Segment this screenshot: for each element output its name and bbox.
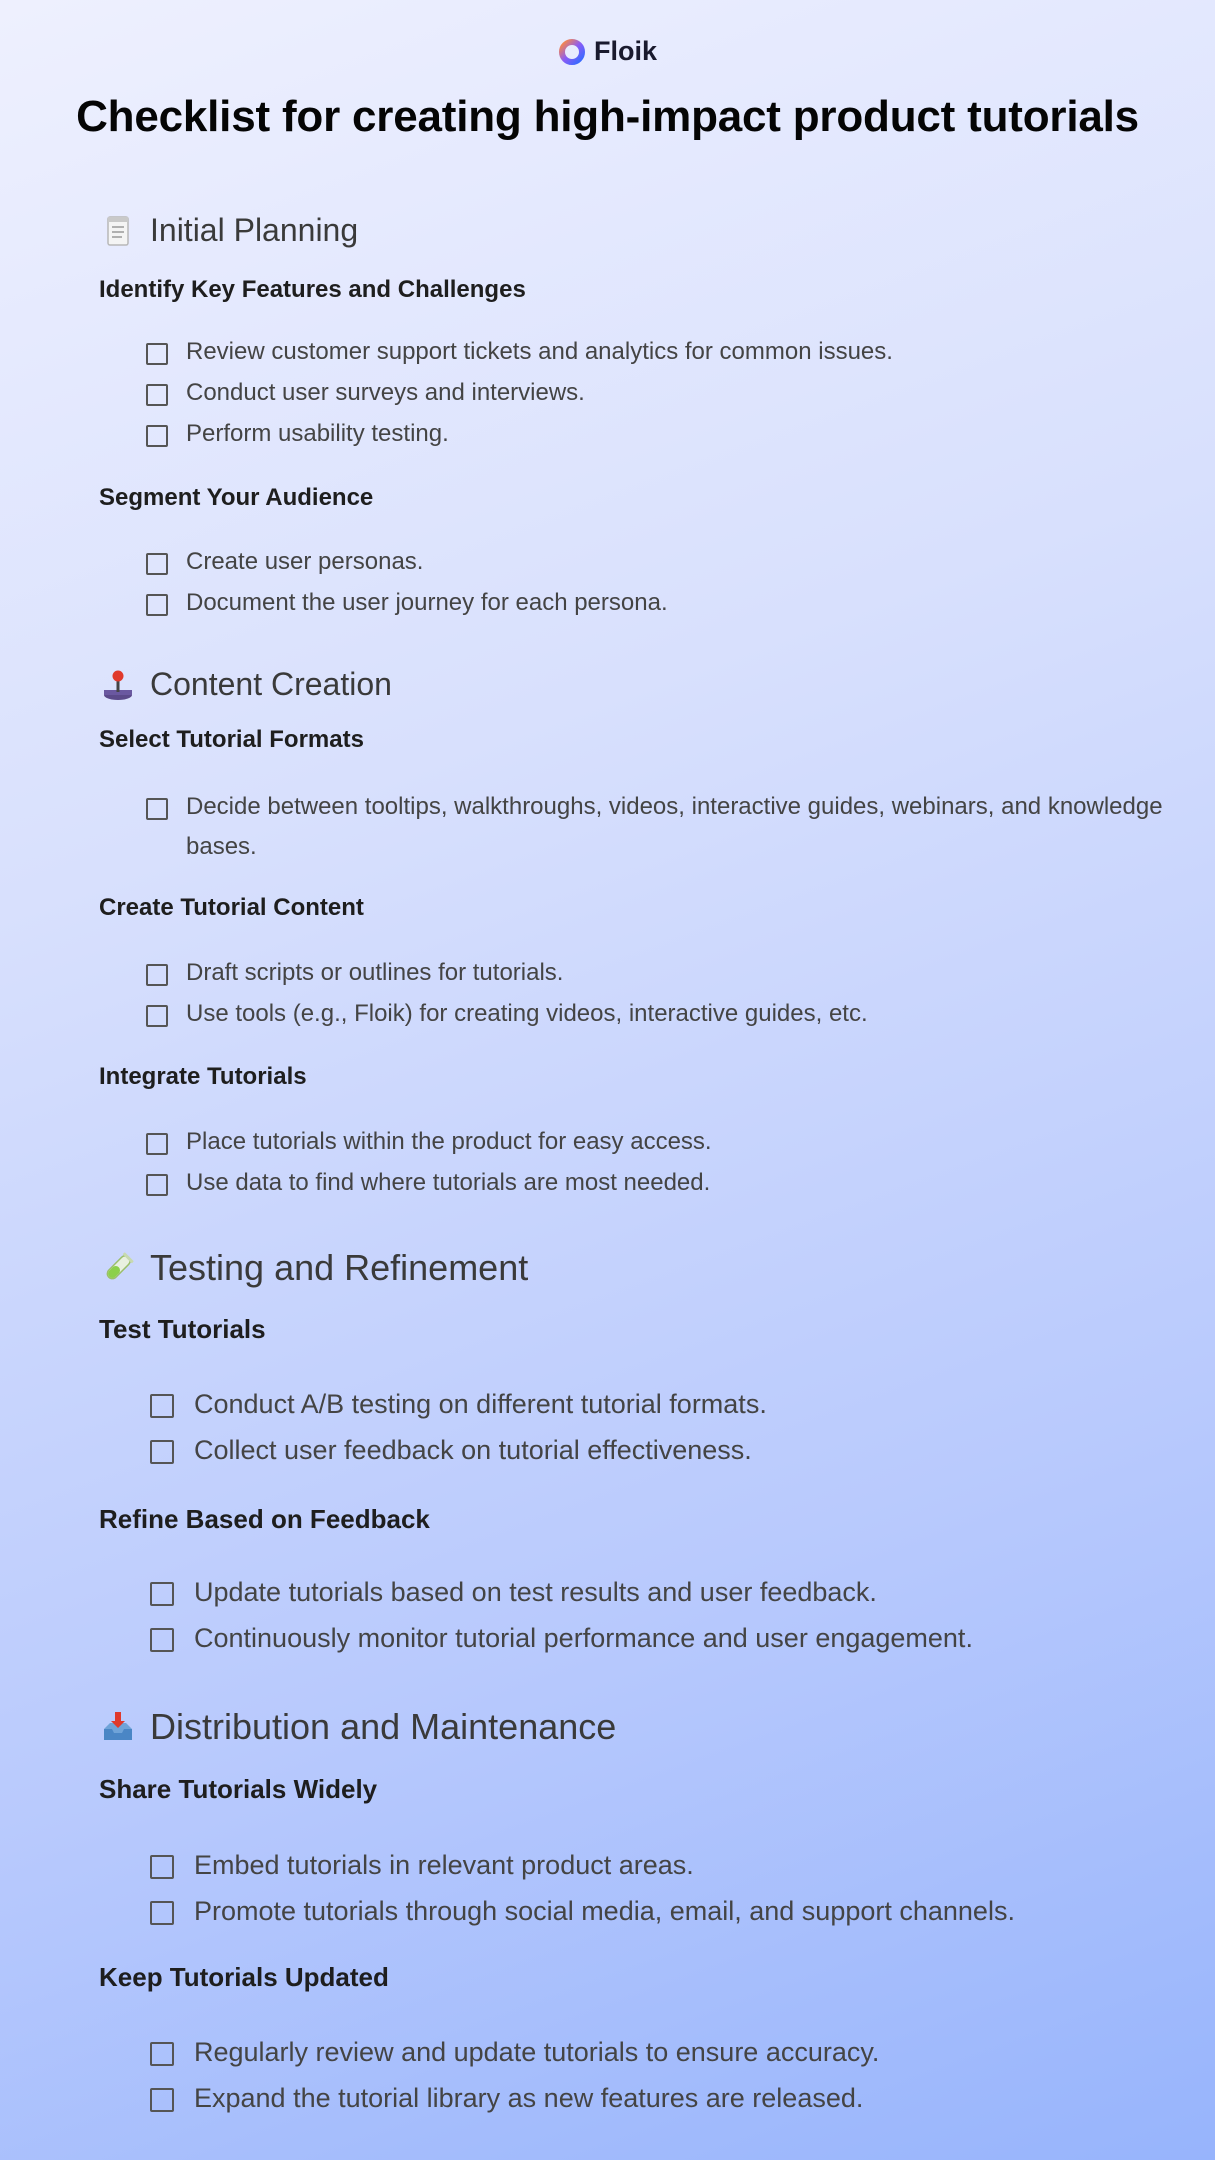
checkbox[interactable] — [146, 1005, 168, 1027]
checklist-item[interactable] — [150, 1577, 1184, 1614]
subsection-heading: Create Tutorial Content — [99, 894, 364, 921]
checklist-item-text: Continuously monitor tutorial performance and user engagement. — [194, 1623, 973, 1653]
subsection-heading: Integrate Tutorials — [99, 1063, 307, 1090]
checklist-item-text: Expand the tutorial library as new features are released. — [194, 2083, 864, 2113]
checklist-item-text: Update tutorials based on test results and user feedback. — [194, 1577, 877, 1607]
checkbox[interactable] — [146, 964, 168, 986]
checklist-item[interactable] — [146, 549, 1176, 582]
checklist-item[interactable] — [150, 2037, 1184, 2074]
checklist-item-text: Collect user feedback on tutorial effectiveness. — [194, 1435, 752, 1465]
checklist-item-text: Regularly review and update tutorials to ensure accuracy. — [194, 2037, 880, 2067]
inbox-tray-icon — [100, 1709, 136, 1745]
checklist-item[interactable] — [146, 794, 1176, 867]
test-tube-icon — [100, 1250, 136, 1286]
section-heading-initial-planning — [100, 212, 358, 249]
checklist-item[interactable] — [146, 1129, 1176, 1162]
checklist-item-text: Draft scripts or outlines for tutorials. — [186, 959, 564, 986]
checklist-item-text: Perform usability testing. — [186, 420, 449, 447]
checkbox[interactable] — [146, 798, 168, 820]
checkbox[interactable] — [150, 1440, 174, 1464]
checklist-item[interactable] — [146, 590, 1176, 623]
brand-name: Floik — [593, 36, 657, 66]
section-title: Content Creation — [150, 666, 392, 702]
checkbox[interactable] — [150, 1394, 174, 1418]
brand — [0, 36, 1215, 67]
notepad-icon — [100, 213, 136, 249]
subsection-heading: Segment Your Audience — [99, 484, 374, 511]
checklist-item[interactable] — [150, 1623, 1184, 1660]
checklist-item[interactable] — [146, 960, 1176, 993]
checklist-item[interactable] — [150, 2083, 1184, 2120]
checkbox[interactable] — [150, 1901, 174, 1925]
checkbox[interactable] — [150, 2042, 174, 2066]
checklist-item[interactable] — [146, 421, 1176, 454]
checklist-item[interactable] — [146, 1001, 1176, 1034]
checklist-item-text: Use tools (e.g., Floik) for creating videos, interactive guides, etc. — [186, 1000, 868, 1027]
section-title: Distribution and Maintenance — [150, 1706, 617, 1747]
subsection-heading: Select Tutorial Formats — [99, 726, 364, 753]
section-heading-testing-and-refinement — [100, 1247, 528, 1289]
checklist-item[interactable] — [150, 1896, 1184, 1933]
checklist-item-text: Review customer support tickets and analytics for common issues. — [186, 338, 893, 365]
checkbox[interactable] — [150, 1855, 174, 1879]
checklist-item-text: Create user personas. — [186, 548, 424, 575]
checklist-item[interactable] — [150, 1435, 1184, 1472]
section-heading-distribution-and-maintenance — [100, 1706, 616, 1748]
checklist-item-text: Conduct user surveys and interviews. — [186, 379, 585, 406]
checkbox[interactable] — [146, 384, 168, 406]
subsection-heading: Test Tutorials — [99, 1314, 266, 1344]
checklist-item-text: Decide between tooltips, walkthroughs, videos, interactive guides, webinars, and knowledge bases. — [186, 793, 1163, 860]
checklist-item-text: Promote tutorials through social media, email, and support channels. — [194, 1896, 1015, 1926]
checkbox[interactable] — [150, 2088, 174, 2112]
checklist-item[interactable] — [146, 339, 1176, 372]
subsection-heading: Share Tutorials Widely — [99, 1774, 378, 1804]
checkbox[interactable] — [146, 594, 168, 616]
checklist-item-text: Place tutorials within the product for easy access. — [186, 1128, 712, 1155]
section-heading-content-creation — [100, 666, 392, 703]
section-title: Testing and Refinement — [150, 1247, 529, 1288]
checkbox[interactable] — [150, 1628, 174, 1652]
checkbox[interactable] — [146, 1174, 168, 1196]
subsection-heading: Refine Based on Feedback — [99, 1504, 430, 1534]
subsection-heading: Identify Key Features and Challenges — [99, 276, 526, 303]
checklist-item[interactable] — [150, 1389, 1184, 1426]
section-title: Initial Planning — [150, 212, 359, 248]
checklist-item[interactable] — [150, 1850, 1184, 1887]
joystick-icon — [100, 667, 136, 703]
checkbox[interactable] — [150, 1582, 174, 1606]
checkbox[interactable] — [146, 1133, 168, 1155]
page-title: Checklist for creating high-impact product tutorials — [76, 92, 1139, 141]
checklist-item-text: Embed tutorials in relevant product areas. — [194, 1850, 694, 1880]
checklist-item-text: Use data to find where tutorials are most needed. — [186, 1169, 711, 1196]
checklist-item-text: Document the user journey for each persona. — [186, 589, 668, 616]
checklist-item[interactable] — [146, 380, 1176, 413]
checklist-item[interactable] — [146, 1170, 1176, 1203]
checkbox[interactable] — [146, 425, 168, 447]
floik-logo-icon — [558, 38, 586, 66]
checkbox[interactable] — [146, 343, 168, 365]
subsection-heading: Keep Tutorials Updated — [99, 1962, 389, 1992]
checkbox[interactable] — [146, 553, 168, 575]
checklist-item-text: Conduct A/B testing on different tutorial formats. — [194, 1389, 767, 1419]
